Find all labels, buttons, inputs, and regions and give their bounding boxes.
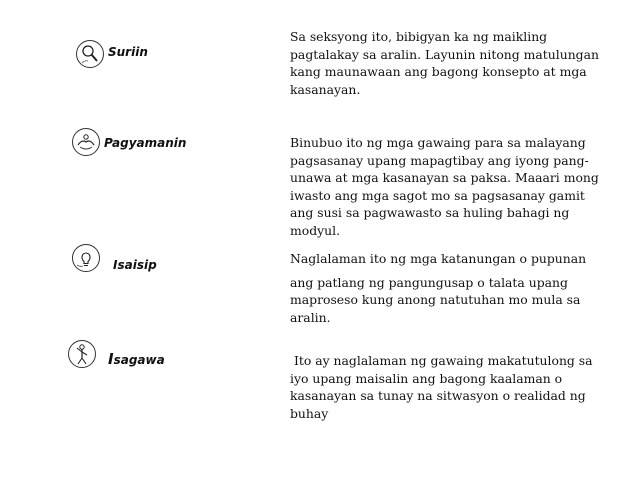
lightbulb-icon [71, 243, 101, 273]
person-icon [67, 339, 97, 369]
section-label-isaisip: Isaisip [113, 258, 157, 272]
section-label-isagawa [108, 350, 165, 368]
section-label-suriin: Suriin [108, 45, 148, 59]
section-description-isaisip-line-2: ang patlang ng pangungusap o talata upang maproseso kung anong natutuhan mo mula sa aralin. [290, 274, 581, 325]
section-description-isagawa: Ito ay naglalaman ng gawaing makatutulong sa iyo upang maisalin ang bagong kaalaman o kasanayan sa tunay na sitwasyon o realidad ng buhay [290, 353, 597, 421]
section-description-pagyamanin: Binubuo ito ng mga gawaing para sa malayang pagsasanay upang mapagtibay ang iyong pang-unawa at mga kasanayan sa paksa. Maaari mong iwasto ang mga sagot mo sa pagsasanay gamit ang susi sa pagwawasto sa huling bahagi ng modyul. [290, 135, 599, 238]
section-description-suriin: Sa seksyong ito, bibigyan ka ng maikling pagtalakay sa aralin. Layunin nitong matulungan kang maunawaan ang bagong konsepto at mga kasanayan. [290, 29, 599, 97]
section-description-isaisip [290, 250, 602, 326]
section-label-isagawa-rest: sagawa [113, 353, 165, 367]
hands-icon [71, 127, 101, 157]
section-label-isagawa-initial: I [108, 350, 114, 368]
section-label-pagyamanin: Pagyamanin [104, 136, 187, 150]
magnifier-icon [75, 39, 105, 69]
section-description-isaisip-line-1: Naglalaman ito ng mga katanungan o pupunan [290, 251, 587, 266]
